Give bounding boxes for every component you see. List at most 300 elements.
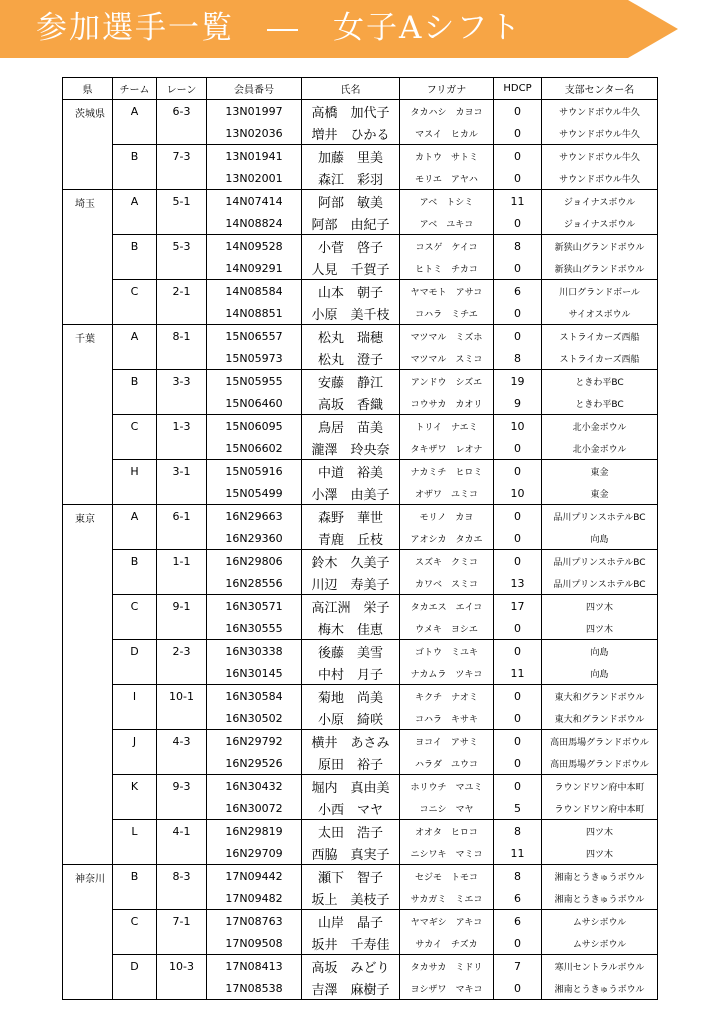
- lane-cell: 3-3: [157, 370, 207, 393]
- table-row: [63, 955, 658, 978]
- table-row: [63, 325, 658, 348]
- furigana-cell: アベ ユキコ: [400, 212, 494, 235]
- table-row: [63, 527, 658, 550]
- hdcp-cell: 0: [494, 527, 542, 550]
- center-name-cell: ジョイナスボウル: [542, 190, 658, 213]
- center-name-cell: ときわ平BC: [542, 370, 658, 393]
- hdcp-cell: 0: [494, 617, 542, 640]
- lane-cell-empty: [157, 617, 207, 640]
- furigana-cell: ヨコイ アサミ: [400, 730, 494, 753]
- hdcp-cell: 9: [494, 392, 542, 415]
- center-name-cell: 湘南とうきゅうボウル: [542, 865, 658, 888]
- hdcp-cell: 8: [494, 347, 542, 370]
- prefecture-cell: 茨城県: [63, 100, 113, 190]
- hdcp-cell: 0: [494, 325, 542, 348]
- lane-cell-empty: [157, 887, 207, 910]
- hdcp-cell: 0: [494, 977, 542, 1000]
- lane-cell: 8-1: [157, 325, 207, 348]
- name-cell: 松丸 瑞穂: [302, 325, 400, 348]
- member-id-cell: 15N06602: [207, 437, 302, 460]
- name-cell: 高江洲 栄子: [302, 595, 400, 618]
- member-id-cell: 13N02001: [207, 167, 302, 190]
- table-row: [63, 572, 658, 595]
- table-row: [63, 235, 658, 258]
- member-id-cell: 15N05916: [207, 460, 302, 483]
- header-row: [63, 78, 658, 100]
- team-cell-empty: [113, 932, 157, 955]
- lane-cell: 1-3: [157, 415, 207, 438]
- member-id-cell: 17N08413: [207, 955, 302, 978]
- lane-cell: 7-1: [157, 910, 207, 933]
- table-row: [63, 482, 658, 505]
- name-cell: 小原 美千枝: [302, 302, 400, 325]
- center-name-cell: 北小金ボウル: [542, 415, 658, 438]
- member-id-cell: 16N29792: [207, 730, 302, 753]
- furigana-cell: キクチ ナオミ: [400, 685, 494, 708]
- furigana-cell: コハラ ミチエ: [400, 302, 494, 325]
- column-header: 支部センター名: [542, 78, 658, 100]
- lane-cell-empty: [157, 662, 207, 685]
- center-name-cell: 川口グランドボール: [542, 280, 658, 303]
- furigana-cell: オオタ ヒロコ: [400, 820, 494, 843]
- member-id-cell: 16N29819: [207, 820, 302, 843]
- member-id-cell: 17N09482: [207, 887, 302, 910]
- lane-cell: 4-3: [157, 730, 207, 753]
- member-id-cell: 17N09508: [207, 932, 302, 955]
- furigana-cell: タカハシ カヨコ: [400, 100, 494, 123]
- member-id-cell: 16N29663: [207, 505, 302, 528]
- hdcp-cell: 0: [494, 707, 542, 730]
- table-row: [63, 460, 658, 483]
- member-id-cell: 16N30555: [207, 617, 302, 640]
- team-cell-empty: [113, 662, 157, 685]
- team-cell-empty: [113, 752, 157, 775]
- center-name-cell: ムサシボウル: [542, 910, 658, 933]
- team-cell: B: [113, 865, 157, 888]
- center-name-cell: 高田馬場グランドボウル: [542, 752, 658, 775]
- lane-cell-empty: [157, 572, 207, 595]
- hdcp-cell: 0: [494, 100, 542, 123]
- name-cell: 原田 裕子: [302, 752, 400, 775]
- furigana-cell: アベ トシミ: [400, 190, 494, 213]
- table-row: [63, 302, 658, 325]
- furigana-cell: カトウ サトミ: [400, 145, 494, 168]
- furigana-cell: スズキ クミコ: [400, 550, 494, 573]
- lane-cell: 6-3: [157, 100, 207, 123]
- name-cell: 坂井 千寿佳: [302, 932, 400, 955]
- name-cell: 後藤 美雪: [302, 640, 400, 663]
- furigana-cell: モリノ カヨ: [400, 505, 494, 528]
- table-row: [63, 550, 658, 573]
- member-id-cell: 15N06557: [207, 325, 302, 348]
- hdcp-cell: 0: [494, 730, 542, 753]
- team-cell: C: [113, 280, 157, 303]
- center-name-cell: ラウンドワン府中本町: [542, 775, 658, 798]
- member-id-cell: 15N05499: [207, 482, 302, 505]
- name-cell: 高坂 香織: [302, 392, 400, 415]
- table-row: [63, 640, 658, 663]
- table-row: [63, 797, 658, 820]
- name-cell: 山岸 晶子: [302, 910, 400, 933]
- center-name-cell: 東大和グランドボウル: [542, 707, 658, 730]
- center-name-cell: ストライカーズ西船: [542, 347, 658, 370]
- hdcp-cell: 17: [494, 595, 542, 618]
- member-id-cell: 16N29526: [207, 752, 302, 775]
- furigana-cell: アンドウ シズエ: [400, 370, 494, 393]
- center-name-cell: 四ツ木: [542, 820, 658, 843]
- furigana-cell: オザワ ユミコ: [400, 482, 494, 505]
- table-row: [63, 887, 658, 910]
- page-title: 参加選手一覧 ― 女子Aシフト: [36, 10, 523, 46]
- center-name-cell: 北小金ボウル: [542, 437, 658, 460]
- furigana-cell: ナカミチ ヒロミ: [400, 460, 494, 483]
- name-cell: 坂上 美枝子: [302, 887, 400, 910]
- table-row: [63, 167, 658, 190]
- lane-cell-empty: [157, 122, 207, 145]
- member-id-cell: 14N09528: [207, 235, 302, 258]
- member-id-cell: 16N30145: [207, 662, 302, 685]
- furigana-cell: ホリウチ マユミ: [400, 775, 494, 798]
- lane-cell: 7-3: [157, 145, 207, 168]
- member-id-cell: 16N30502: [207, 707, 302, 730]
- name-cell: 小原 綺咲: [302, 707, 400, 730]
- hdcp-cell: 0: [494, 685, 542, 708]
- lane-cell: 4-1: [157, 820, 207, 843]
- lane-cell-empty: [157, 977, 207, 1000]
- table-row: [63, 257, 658, 280]
- name-cell: 吉澤 麻樹子: [302, 977, 400, 1000]
- hdcp-cell: 0: [494, 752, 542, 775]
- table-row: [63, 730, 658, 753]
- lane-cell-empty: [157, 347, 207, 370]
- furigana-cell: ヒトミ チカコ: [400, 257, 494, 280]
- name-cell: 山本 朝子: [302, 280, 400, 303]
- team-cell-empty: [113, 212, 157, 235]
- member-id-cell: 15N05955: [207, 370, 302, 393]
- hdcp-cell: 0: [494, 460, 542, 483]
- lane-cell-empty: [157, 257, 207, 280]
- member-id-cell: 15N06460: [207, 392, 302, 415]
- furigana-cell: ハラダ ユウコ: [400, 752, 494, 775]
- prefecture-cell: 埼玉: [63, 190, 113, 325]
- center-name-cell: 東大和グランドボウル: [542, 685, 658, 708]
- furigana-cell: コスゲ ケイコ: [400, 235, 494, 258]
- furigana-cell: カワベ スミコ: [400, 572, 494, 595]
- team-cell-empty: [113, 887, 157, 910]
- team-cell: A: [113, 325, 157, 348]
- member-id-cell: 14N09291: [207, 257, 302, 280]
- hdcp-cell: 0: [494, 775, 542, 798]
- table-row: [63, 370, 658, 393]
- team-cell-empty: [113, 977, 157, 1000]
- furigana-cell: アオシカ タカエ: [400, 527, 494, 550]
- hdcp-cell: 0: [494, 505, 542, 528]
- member-id-cell: 16N30584: [207, 685, 302, 708]
- center-name-cell: サウンドボウル牛久: [542, 122, 658, 145]
- center-name-cell: ときわ平BC: [542, 392, 658, 415]
- table-row: [63, 820, 658, 843]
- member-id-cell: 15N05973: [207, 347, 302, 370]
- team-cell: B: [113, 550, 157, 573]
- hdcp-cell: 6: [494, 280, 542, 303]
- hdcp-cell: 5: [494, 797, 542, 820]
- name-cell: 阿部 敏美: [302, 190, 400, 213]
- center-name-cell: 新狭山グランドボウル: [542, 257, 658, 280]
- lane-cell: 9-1: [157, 595, 207, 618]
- name-cell: 太田 浩子: [302, 820, 400, 843]
- hdcp-cell: 0: [494, 145, 542, 168]
- team-cell-empty: [113, 572, 157, 595]
- table-row: [63, 122, 658, 145]
- prefecture-cell: 千葉: [63, 325, 113, 505]
- member-id-cell: 17N08763: [207, 910, 302, 933]
- table-row: [63, 977, 658, 1000]
- hdcp-cell: 13: [494, 572, 542, 595]
- hdcp-cell: 0: [494, 550, 542, 573]
- hdcp-cell: 0: [494, 302, 542, 325]
- name-cell: 堀内 真由美: [302, 775, 400, 798]
- center-name-cell: ジョイナスボウル: [542, 212, 658, 235]
- center-name-cell: 東金: [542, 482, 658, 505]
- team-cell: D: [113, 955, 157, 978]
- name-cell: 川辺 寿美子: [302, 572, 400, 595]
- furigana-cell: サカガミ ミエコ: [400, 887, 494, 910]
- member-id-cell: 14N07414: [207, 190, 302, 213]
- table-body: [63, 100, 658, 1000]
- name-cell: 加藤 里美: [302, 145, 400, 168]
- team-cell-empty: [113, 257, 157, 280]
- team-cell-empty: [113, 347, 157, 370]
- hdcp-cell: 6: [494, 910, 542, 933]
- furigana-cell: コニシ マヤ: [400, 797, 494, 820]
- furigana-cell: モリエ アヤハ: [400, 167, 494, 190]
- table-row: [63, 347, 658, 370]
- center-name-cell: 新狭山グランドボウル: [542, 235, 658, 258]
- lane-cell: 2-1: [157, 280, 207, 303]
- table-header: [63, 78, 658, 100]
- column-header: チーム: [113, 78, 157, 100]
- name-cell: 高坂 みどり: [302, 955, 400, 978]
- furigana-cell: マスイ ヒカル: [400, 122, 494, 145]
- center-name-cell: 湘南とうきゅうボウル: [542, 977, 658, 1000]
- team-cell: A: [113, 505, 157, 528]
- center-name-cell: 四ツ木: [542, 617, 658, 640]
- hdcp-cell: 19: [494, 370, 542, 393]
- team-cell-empty: [113, 302, 157, 325]
- team-cell-empty: [113, 842, 157, 865]
- name-cell: 阿部 由紀子: [302, 212, 400, 235]
- team-cell-empty: [113, 122, 157, 145]
- lane-cell-empty: [157, 707, 207, 730]
- lane-cell: 5-3: [157, 235, 207, 258]
- center-name-cell: 向島: [542, 640, 658, 663]
- hdcp-cell: 11: [494, 662, 542, 685]
- member-id-cell: 16N30432: [207, 775, 302, 798]
- table-row: [63, 505, 658, 528]
- name-cell: 増井 ひかる: [302, 122, 400, 145]
- member-id-cell: 16N29360: [207, 527, 302, 550]
- hdcp-cell: 6: [494, 887, 542, 910]
- center-name-cell: 品川プリンスホテルBC: [542, 550, 658, 573]
- center-name-cell: サウンドボウル牛久: [542, 145, 658, 168]
- furigana-cell: ニシワキ マミコ: [400, 842, 494, 865]
- team-cell: C: [113, 415, 157, 438]
- lane-cell-empty: [157, 752, 207, 775]
- table-row: [63, 415, 658, 438]
- furigana-cell: コハラ キサキ: [400, 707, 494, 730]
- center-name-cell: 寒川セントラルボウル: [542, 955, 658, 978]
- team-cell-empty: [113, 437, 157, 460]
- hdcp-cell: 8: [494, 865, 542, 888]
- name-cell: 西脇 真実子: [302, 842, 400, 865]
- table-row: [63, 392, 658, 415]
- team-cell-empty: [113, 482, 157, 505]
- table-row: [63, 662, 658, 685]
- furigana-cell: トリイ ナエミ: [400, 415, 494, 438]
- table-row: [63, 617, 658, 640]
- name-cell: 安藤 静江: [302, 370, 400, 393]
- lane-cell-empty: [157, 212, 207, 235]
- furigana-cell: ヨシザワ マキコ: [400, 977, 494, 1000]
- lane-cell-empty: [157, 842, 207, 865]
- table-row: [63, 752, 658, 775]
- team-cell: A: [113, 100, 157, 123]
- furigana-cell: マツマル ミズホ: [400, 325, 494, 348]
- hdcp-cell: 7: [494, 955, 542, 978]
- center-name-cell: ラウンドワン府中本町: [542, 797, 658, 820]
- hdcp-cell: 11: [494, 190, 542, 213]
- participant-table: [62, 77, 658, 1000]
- member-id-cell: 16N28556: [207, 572, 302, 595]
- hdcp-cell: 0: [494, 640, 542, 663]
- furigana-cell: ヤマモト アサコ: [400, 280, 494, 303]
- prefecture-cell: 東京: [63, 505, 113, 865]
- hdcp-cell: 0: [494, 122, 542, 145]
- table-row: [63, 685, 658, 708]
- furigana-cell: タカエス エイコ: [400, 595, 494, 618]
- team-cell: C: [113, 595, 157, 618]
- hdcp-cell: 8: [494, 820, 542, 843]
- team-cell: B: [113, 235, 157, 258]
- name-cell: 人見 千賀子: [302, 257, 400, 280]
- center-name-cell: 品川プリンスホテルBC: [542, 505, 658, 528]
- member-id-cell: 16N30072: [207, 797, 302, 820]
- lane-cell-empty: [157, 392, 207, 415]
- team-cell-empty: [113, 392, 157, 415]
- center-name-cell: 四ツ木: [542, 595, 658, 618]
- name-cell: 中村 月子: [302, 662, 400, 685]
- column-header: フリガナ: [400, 78, 494, 100]
- column-header: 氏名: [302, 78, 400, 100]
- column-header: レーン: [157, 78, 207, 100]
- member-id-cell: 17N08538: [207, 977, 302, 1000]
- column-header: 会員番号: [207, 78, 302, 100]
- lane-cell: 8-3: [157, 865, 207, 888]
- lane-cell: 3-1: [157, 460, 207, 483]
- member-id-cell: 14N08851: [207, 302, 302, 325]
- team-cell: D: [113, 640, 157, 663]
- name-cell: 鳥居 苗美: [302, 415, 400, 438]
- column-header: 県: [63, 78, 113, 100]
- team-cell-empty: [113, 797, 157, 820]
- member-id-cell: 16N29709: [207, 842, 302, 865]
- member-id-cell: 13N02036: [207, 122, 302, 145]
- lane-cell: 10-1: [157, 685, 207, 708]
- hdcp-cell: 10: [494, 482, 542, 505]
- table-row: [63, 932, 658, 955]
- table-row: [63, 190, 658, 213]
- team-cell: H: [113, 460, 157, 483]
- member-id-cell: 13N01997: [207, 100, 302, 123]
- center-name-cell: 向島: [542, 527, 658, 550]
- team-cell: I: [113, 685, 157, 708]
- table-row: [63, 212, 658, 235]
- team-cell: J: [113, 730, 157, 753]
- center-name-cell: ムサシボウル: [542, 932, 658, 955]
- lane-cell: 5-1: [157, 190, 207, 213]
- hdcp-cell: 0: [494, 167, 542, 190]
- title-banner: [0, 0, 680, 58]
- hdcp-cell: 11: [494, 842, 542, 865]
- hdcp-cell: 0: [494, 932, 542, 955]
- furigana-cell: マツマル スミコ: [400, 347, 494, 370]
- center-name-cell: 湘南とうきゅうボウル: [542, 887, 658, 910]
- team-cell: B: [113, 370, 157, 393]
- team-cell-empty: [113, 707, 157, 730]
- lane-cell-empty: [157, 527, 207, 550]
- name-cell: 瀧澤 玲央奈: [302, 437, 400, 460]
- name-cell: 中道 裕美: [302, 460, 400, 483]
- column-header: HDCP: [494, 78, 542, 100]
- table-row: [63, 595, 658, 618]
- member-id-cell: 16N30571: [207, 595, 302, 618]
- hdcp-cell: 10: [494, 415, 542, 438]
- lane-cell: 2-3: [157, 640, 207, 663]
- lane-cell-empty: [157, 482, 207, 505]
- lane-cell: 1-1: [157, 550, 207, 573]
- center-name-cell: サウンドボウル牛久: [542, 100, 658, 123]
- lane-cell-empty: [157, 167, 207, 190]
- name-cell: 菊地 尚美: [302, 685, 400, 708]
- hdcp-cell: 0: [494, 257, 542, 280]
- table-row: [63, 865, 658, 888]
- table-row: [63, 707, 658, 730]
- lane-cell: 6-1: [157, 505, 207, 528]
- name-cell: 梅木 佳恵: [302, 617, 400, 640]
- lane-cell: 10-3: [157, 955, 207, 978]
- center-name-cell: 東金: [542, 460, 658, 483]
- lane-cell-empty: [157, 437, 207, 460]
- furigana-cell: ヤマギシ アキコ: [400, 910, 494, 933]
- furigana-cell: タキザワ レオナ: [400, 437, 494, 460]
- team-cell-empty: [113, 527, 157, 550]
- table-row: [63, 100, 658, 123]
- table-row: [63, 910, 658, 933]
- lane-cell-empty: [157, 932, 207, 955]
- center-name-cell: サイオスボウル: [542, 302, 658, 325]
- hdcp-cell: 0: [494, 212, 542, 235]
- member-id-cell: 17N09442: [207, 865, 302, 888]
- name-cell: 鈴木 久美子: [302, 550, 400, 573]
- furigana-cell: コウサカ カオリ: [400, 392, 494, 415]
- furigana-cell: ゴトウ ミユキ: [400, 640, 494, 663]
- team-cell-empty: [113, 617, 157, 640]
- name-cell: 高橋 加代子: [302, 100, 400, 123]
- team-cell: K: [113, 775, 157, 798]
- member-id-cell: 13N01941: [207, 145, 302, 168]
- furigana-cell: ナカムラ ツキコ: [400, 662, 494, 685]
- hdcp-cell: 8: [494, 235, 542, 258]
